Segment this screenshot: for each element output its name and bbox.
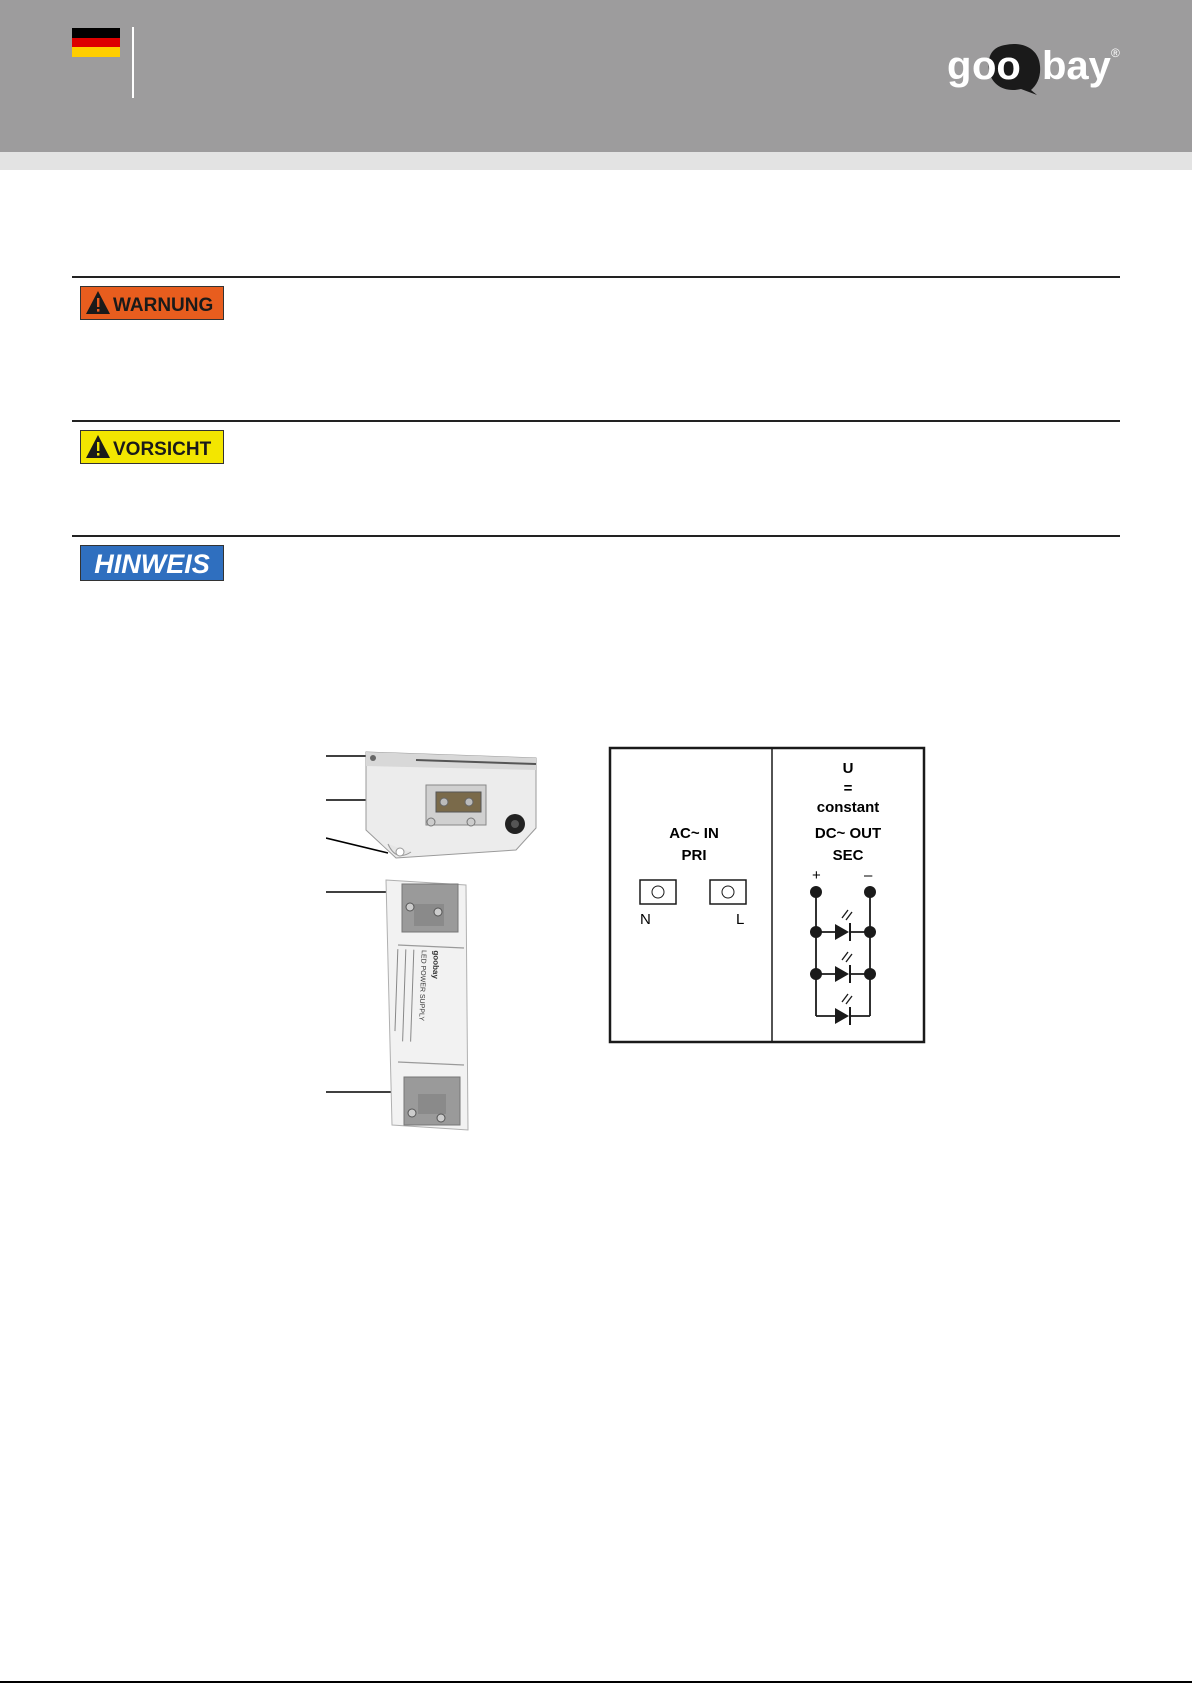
section-rule-notice (72, 535, 1120, 537)
primary-title: AC~ IN (669, 825, 719, 842)
terminal-n-icon (640, 880, 676, 904)
flag-stripe-red (72, 38, 120, 48)
svg-text:goobay: goobay (430, 950, 441, 980)
warning-label: WARNUNG (113, 295, 214, 316)
section-rule-caution (72, 420, 1120, 422)
flag-stripe-gold (72, 47, 120, 57)
primary-subtitle: PRI (681, 847, 707, 864)
secondary-equals: = (843, 780, 853, 797)
warning-triangle-icon (86, 291, 110, 314)
header-divider (132, 27, 134, 98)
terminal-n-label: N (640, 911, 651, 928)
secondary-subtitle: SEC (832, 847, 864, 864)
svg-text:bay: bay (1042, 44, 1111, 88)
notice-badge (80, 545, 224, 581)
footer-rule (0, 1681, 1192, 1683)
flag-stripe-black (72, 28, 120, 38)
plus-label: + (812, 867, 821, 884)
caution-triangle-icon (86, 435, 110, 458)
secondary-title: DC~ OUT (814, 825, 882, 842)
secondary-constant: constant (816, 799, 880, 816)
caution-badge (80, 430, 224, 464)
header-strip (0, 152, 1192, 170)
wiring-diagram (608, 746, 926, 1046)
caution-label: VORSICHT (113, 439, 212, 460)
page-header (0, 0, 1192, 152)
secondary-u-label: U (842, 760, 854, 777)
svg-text:oo: oo (972, 44, 1021, 88)
device-top-view (366, 752, 536, 858)
svg-text:®: ® (1111, 46, 1120, 60)
notice-label: HINWEIS (94, 549, 210, 579)
device-front-view (386, 880, 468, 1130)
minus-label: – (864, 867, 873, 884)
terminal-l-icon (710, 880, 746, 904)
warning-badge (80, 286, 224, 320)
svg-text:LED POWER SUPPLY: LED POWER SUPPLY (417, 949, 427, 1022)
device-photo (326, 740, 566, 1140)
terminal-l-label: L (736, 911, 745, 928)
goobay-logo (945, 35, 1125, 95)
german-flag-icon (72, 28, 120, 57)
svg-text:g: g (947, 44, 972, 88)
section-rule-warning (72, 276, 1120, 278)
